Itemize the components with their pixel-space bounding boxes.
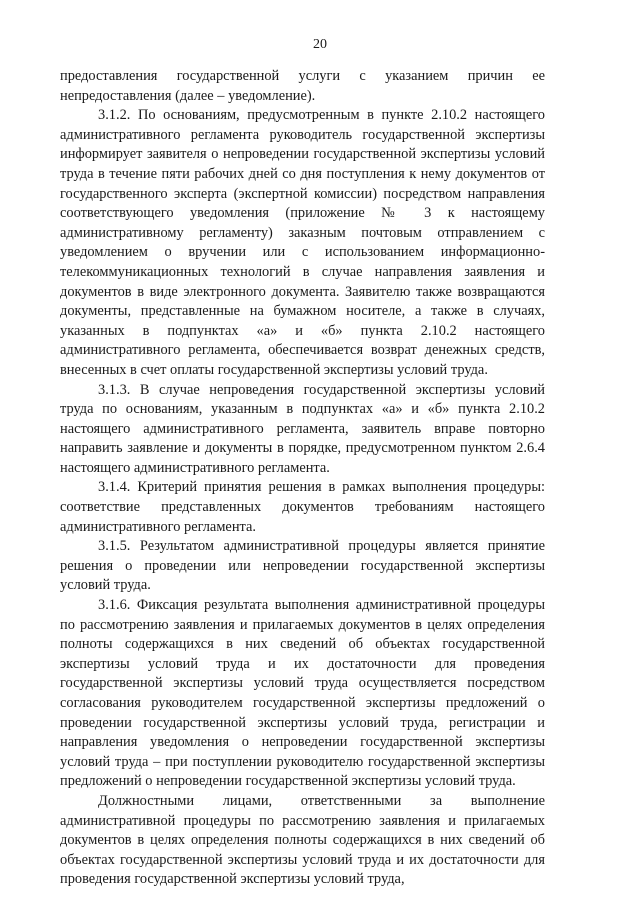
paragraph-3-1-5: 3.1.5. Результатом административной процедуры является принятие решения о проведении или непроведении государственной экспертизы условий труда. — [60, 538, 545, 594]
paragraph-3-1-6: 3.1.6. Фиксация результата выполнения административной процедуры по рассмотрению заявления и прилагаемых документов в целях определения полноты содержащихся в них сведений об объектах государственной экспертизы условий труда и их достаточности для проведения государственной экспертизы условий труда осуществляется посредством согласования руководителем государственной экспертизы предложений о проведении государственной экспертизы условий труда, регистрации и направления уведомления о непроведении государственной экспертизы условий труда – при поступлении руководителю государственной экспертизы предложений о непроведении государственной экспертизы условий труда. — [60, 597, 545, 790]
paragraph-3-1-2: 3.1.2. По основаниям, предусмотренным в пункте 2.10.2 настоящего административного регламента руководитель государственной экспертизы информирует заявителя о непроведении государственной экспертизы условий труда в течение пяти рабочих дней со дня поступления к нему документов от государственного эксперта (экспертной комиссии) посредством направления соответствующего уведомления (приложение № 3 к настоящему административному регламенту) заказным почтовым отправлением с уведомлением о вручении или с использованием информационно-телекоммуникационных технологий в случае направления заявления и документов в виде электронного документа. Заявителю также возвращаются документы, представленные на бумажном носителе, а также в случаях, указанных в подпунктах «а» и «б» пункта 2.10.2 настоящего административного регламента, обеспечивается возврат денежных средств, внесенных в счет оплаты государственной экспертизы условий труда. — [60, 107, 545, 378]
paragraph-continuation: предоставления государственной услуги с указанием причин ее непредоставления (далее – уведомление). — [60, 68, 545, 104]
paragraph-responsible-persons: Должностными лицами, ответственными за выполнение административной процедуры по рассмотрению заявления и прилагаемых документов в целях определения полноты содержащихся в них сведений об объектах государственной экспертизы условий труда и их достаточности для проведения государственной экспертизы условий труда, — [60, 792, 545, 888]
paragraph-3-1-4: 3.1.4. Критерий принятия решения в рамках выполнения процедуры: соответствие представленных документов требованиям настоящего административного регламента. — [60, 479, 545, 535]
page-number: 20 — [313, 37, 327, 52]
document-body — [60, 67, 545, 890]
paragraph-3-1-3: 3.1.3. В случае непроведения государственной экспертизы условий труда по основаниям, указанным в подпунктах «а» и «б» пункта 2.10.2 настоящего административного регламента, заявитель вправе повторно направить заявление и документы в порядке, предусмотренном пунктом 2.6.4 настоящего административного регламента. — [60, 381, 545, 476]
